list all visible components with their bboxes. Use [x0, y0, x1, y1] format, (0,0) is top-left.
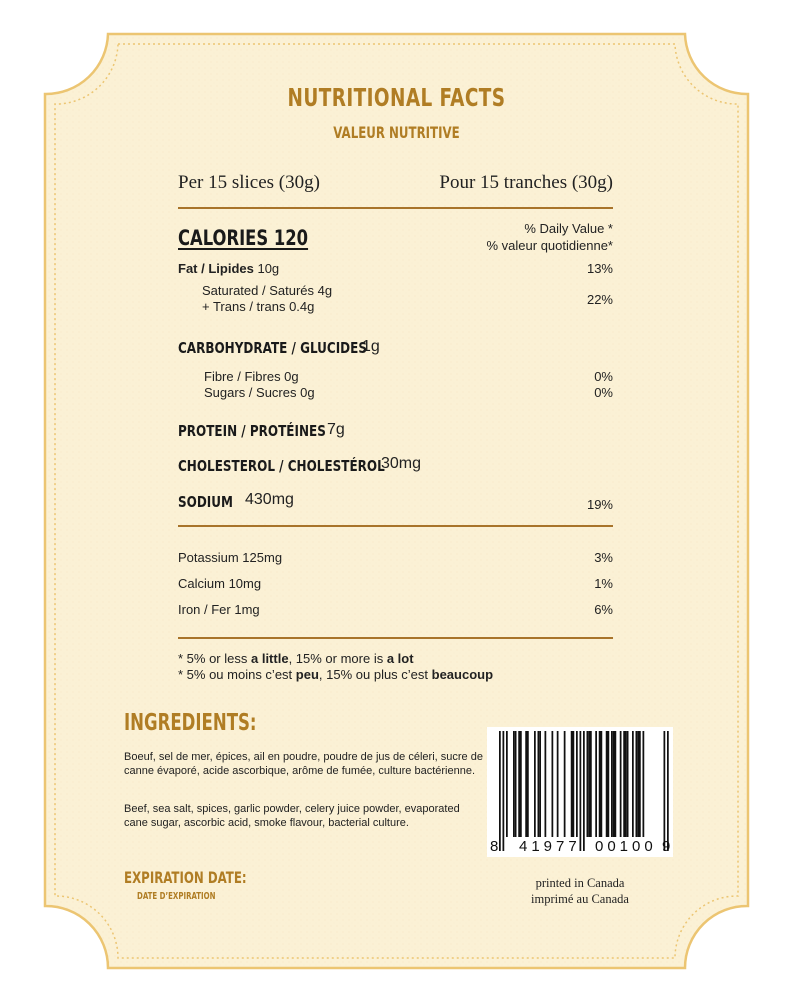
barcode-digits-left: 41977 [519, 838, 581, 855]
fat-row [178, 261, 279, 276]
serving-en: Per 15 slices (30g) [178, 172, 320, 193]
trans-label: + Trans / trans 0.4g [202, 299, 315, 314]
barcode-bar [527, 731, 529, 837]
mineral-label-potassium: Potassium 125mg [178, 550, 283, 565]
mineral-percent-calcium: 1% [594, 576, 613, 591]
protein-label: PROTEIN / PROTÉINES [178, 422, 326, 440]
barcode-bar [590, 731, 592, 837]
mineral-label-iron: Iron / Fer 1mg [178, 602, 260, 617]
ingredients-fr: Boeuf, sel de mer, épices, ail en poudre, poudre de jus de céleri, sucre de canne évaporé, acide ascorbique, arôme de fumée, culture bactérienne. [124, 751, 483, 777]
barcode-bar [545, 731, 547, 837]
divider-top [178, 207, 613, 209]
barcode-bar [571, 731, 573, 837]
footnote-fr-bold-1: peu [295, 667, 319, 682]
sugars-label: Sugars / Sucres 0g [204, 385, 315, 400]
sodium-percent: 19% [586, 497, 613, 512]
divider-middle [178, 525, 613, 527]
barcode-bar [513, 731, 515, 837]
barcode-bar [623, 731, 625, 837]
barcode-bar [625, 731, 627, 837]
footnote-fr [178, 667, 493, 682]
daily-value-fr: % valeur quotidienne* [486, 238, 613, 253]
barcode-bar [643, 731, 645, 837]
footnote-en-mid: , 15% or more is [288, 651, 387, 666]
barcode-bar [557, 731, 559, 837]
protein-amount: 7g [327, 421, 345, 438]
barcode-digit-first: 8 [490, 838, 499, 855]
fat-percent: 13% [586, 261, 613, 276]
carbohydrate-amount: 1g [362, 338, 380, 355]
page-title: NUTRITIONAL FACTS [287, 83, 506, 112]
barcode-bar [615, 731, 617, 837]
divider-bottom [178, 637, 613, 639]
barcode-bar [534, 731, 536, 837]
barcode-digits-right: 00100 [595, 838, 657, 855]
fat-amount: 10g [257, 261, 280, 276]
mineral-percent-potassium: 3% [594, 550, 613, 565]
barcode-bar [499, 731, 501, 851]
printed-fr: imprimé au Canada [531, 892, 629, 906]
fibre-label: Fibre / Fibres 0g [204, 369, 299, 384]
printed-en: printed in Canada [535, 876, 625, 890]
mineral-label-calcium: Calcium 10mg [178, 576, 262, 591]
daily-value-en: % Daily Value * [524, 221, 613, 236]
barcode-bar [587, 731, 589, 837]
footnote-en-bold-2: a lot [386, 651, 414, 666]
footnote-en [178, 651, 414, 666]
footnote-en-pre: * 5% or less [178, 651, 251, 666]
footnote-en-bold-1: a little [250, 651, 289, 666]
barcode-bar [606, 731, 608, 837]
barcode-bar [637, 731, 639, 837]
mineral-percent-iron: 6% [594, 602, 613, 617]
barcode-bar [506, 731, 508, 837]
barcode-bar [515, 731, 517, 837]
footnote-fr-mid: , 15% ou plus c’est [318, 667, 432, 682]
barcode-bar [599, 731, 601, 837]
expiration-title: EXPIRATION DATE: [124, 868, 247, 887]
fat-label: Fat / Lipides [178, 261, 254, 276]
sugars-percent: 0% [594, 385, 613, 400]
sodium-amount: 430mg [245, 491, 294, 508]
barcode-digit-last: 9 [662, 838, 671, 855]
barcode-bar [539, 731, 541, 837]
barcode-bar [588, 731, 590, 837]
barcode-bar [552, 731, 554, 837]
barcode-bar [518, 731, 520, 837]
ingredients-en: Beef, sea salt, spices, garlic powder, celery juice powder, evaporated cane sugar, ascorbic acid, smoke flavour, bacterial culture. [124, 803, 460, 829]
barcode-bar [583, 731, 585, 851]
barcode-bar [525, 731, 527, 837]
calories-heading: CALORIES 120 [178, 226, 309, 250]
barcode-bar [595, 731, 597, 837]
barcode-bar [639, 731, 641, 837]
saturated-percent: 22% [586, 292, 613, 307]
barcode-bar [667, 731, 669, 851]
cholesterol-amount: 30mg [381, 455, 422, 472]
cholesterol-label: CHOLESTEROL / CHOLESTÉROL [178, 457, 385, 475]
barcode-bar [620, 731, 622, 837]
page-subtitle: VALEUR NUTRITIVE [333, 123, 460, 142]
barcode-bar [611, 731, 613, 837]
barcode-bar [636, 731, 638, 837]
sodium-label: SODIUM [178, 493, 233, 511]
barcode-bar [632, 731, 634, 837]
barcode-bar [503, 731, 505, 851]
ingredients-title: INGREDIENTS: [124, 710, 257, 736]
saturated-label: Saturated / Saturés 4g [202, 283, 333, 298]
barcode-bar [538, 731, 540, 837]
barcode-bar [608, 731, 610, 837]
expiration-subtitle: DATE D’EXPIRATION [137, 891, 216, 902]
barcode-bar [564, 731, 566, 837]
barcode-bar [520, 731, 522, 837]
barcode-bar [627, 731, 629, 837]
footnote-fr-pre: * 5% ou moins c’est [178, 667, 296, 682]
serving-fr: Pour 15 tranches (30g) [439, 172, 613, 193]
fibre-percent: 0% [594, 369, 613, 384]
barcode-bar [573, 731, 575, 837]
barcode-bar [576, 731, 578, 837]
footnote-fr-bold-2: beaucoup [431, 667, 494, 682]
barcode-bar [664, 731, 666, 851]
barcode-bar [601, 731, 603, 837]
barcode-bar [613, 731, 615, 837]
barcode-bar [580, 731, 582, 851]
carbohydrate-label: CARBOHYDRATE / GLUCIDES [178, 339, 367, 357]
